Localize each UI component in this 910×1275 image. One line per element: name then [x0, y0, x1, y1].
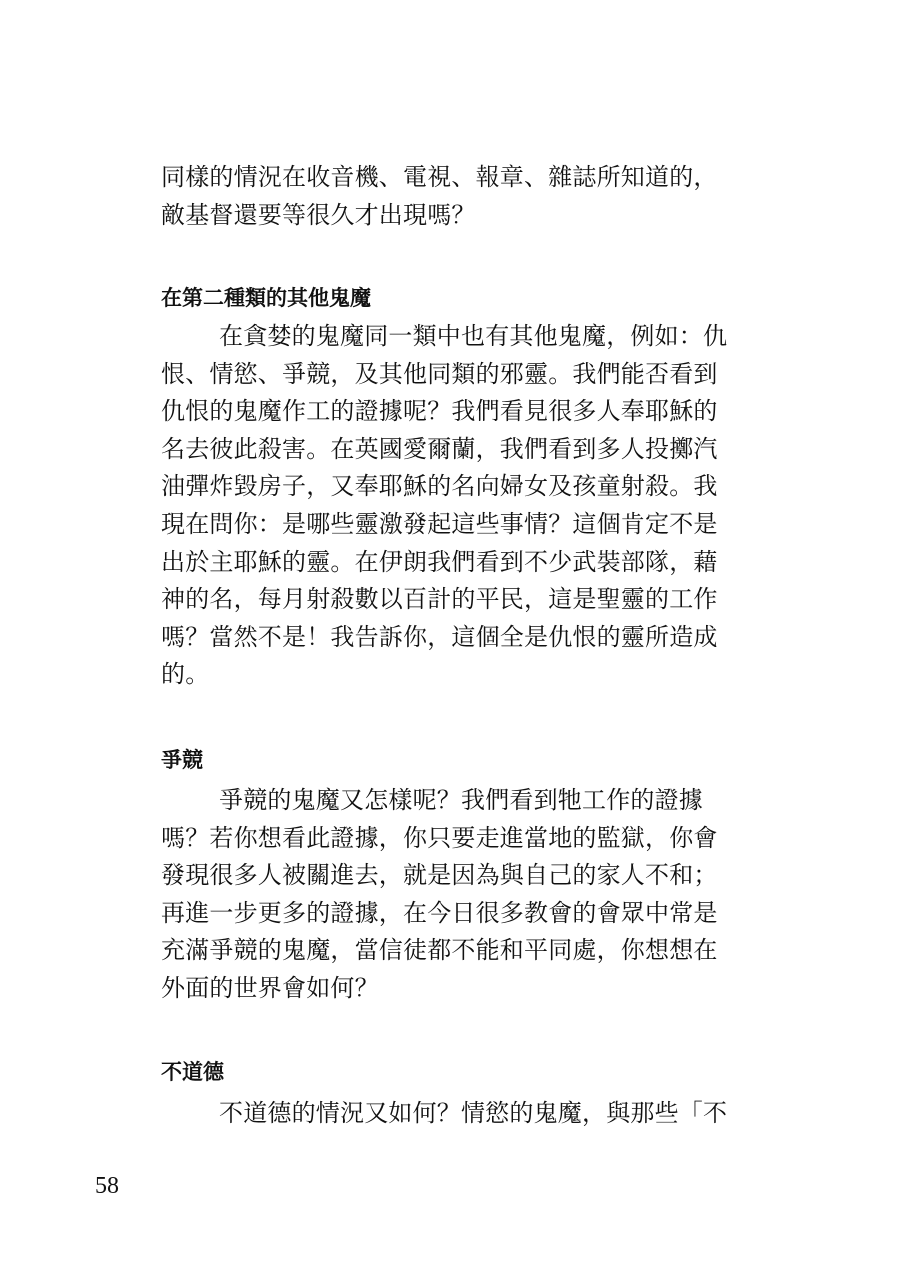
paragraph-line: 發現很多人被關進去，就是因為與自己的家人不和；: [161, 861, 718, 890]
paragraph-line: 恨、情慾、爭競，及其他同類的邪靈。我們能否看到: [161, 359, 718, 388]
paragraph-line: 神的名，每月射殺數以百計的平民，這是聖靈的工作: [161, 585, 718, 614]
section-heading-other-demons: 在第二種類的其他鬼魔: [161, 286, 371, 310]
paragraph-line: 現在問你：是哪些靈激發起這些事情？這個肯定不是: [161, 509, 718, 538]
paragraph-line: 再進一步更多的證據，在今日很多教會的會眾中常是: [161, 898, 718, 927]
strife-paragraph: [161, 782, 753, 1008]
paragraph-line: 油彈炸毀房子，又奉耶穌的名向婦女及孩童射殺。我: [161, 472, 718, 501]
paragraph-line: 敵基督還要等很久才出現嗎？: [161, 200, 476, 229]
page-number: 58: [95, 1173, 119, 1199]
intro-paragraph: [161, 159, 753, 234]
paragraph-line: 的。: [161, 660, 210, 689]
immorality-paragraph: [161, 1095, 753, 1133]
paragraph-line: 外面的世界會如何？: [161, 973, 379, 1002]
paragraph-line: 嗎？若你想看此證據，你只要走進當地的監獄，你會: [161, 823, 718, 852]
paragraph-line: 不道德的情況又如何？情慾的鬼魔，與那些「不: [219, 1099, 728, 1127]
paragraph-line: 出於主耶穌的靈。在伊朗我們看到不少武裝部隊，藉: [161, 547, 718, 576]
paragraph-line: 嗎？當然不是！我告訴你，這個全是仇恨的靈所造成: [161, 622, 718, 651]
paragraph-line: 在貪婪的鬼魔同一類中也有其他鬼魔，例如：仇: [219, 322, 728, 350]
paragraph-line: 充滿爭競的鬼魔，當信徒都不能和平同處，你想想在: [161, 936, 718, 965]
paragraph-line: 爭競的鬼魔又怎樣呢？我們看到牠工作的證據: [219, 786, 703, 814]
other-demons-paragraph: [161, 318, 753, 694]
paragraph-line: 同樣的情況在收音機、電視、報章、雜誌所知道的，: [161, 163, 718, 191]
section-heading-immorality: 不道德: [161, 1060, 224, 1084]
section-heading-strife: 爭競: [161, 748, 203, 772]
paragraph-line: 名去彼此殺害。在英國愛爾蘭，我們看到多人投擲汽: [161, 434, 718, 463]
paragraph-line: 仇恨的鬼魔作工的證據呢？我們看見很多人奉耶穌的: [161, 397, 718, 426]
